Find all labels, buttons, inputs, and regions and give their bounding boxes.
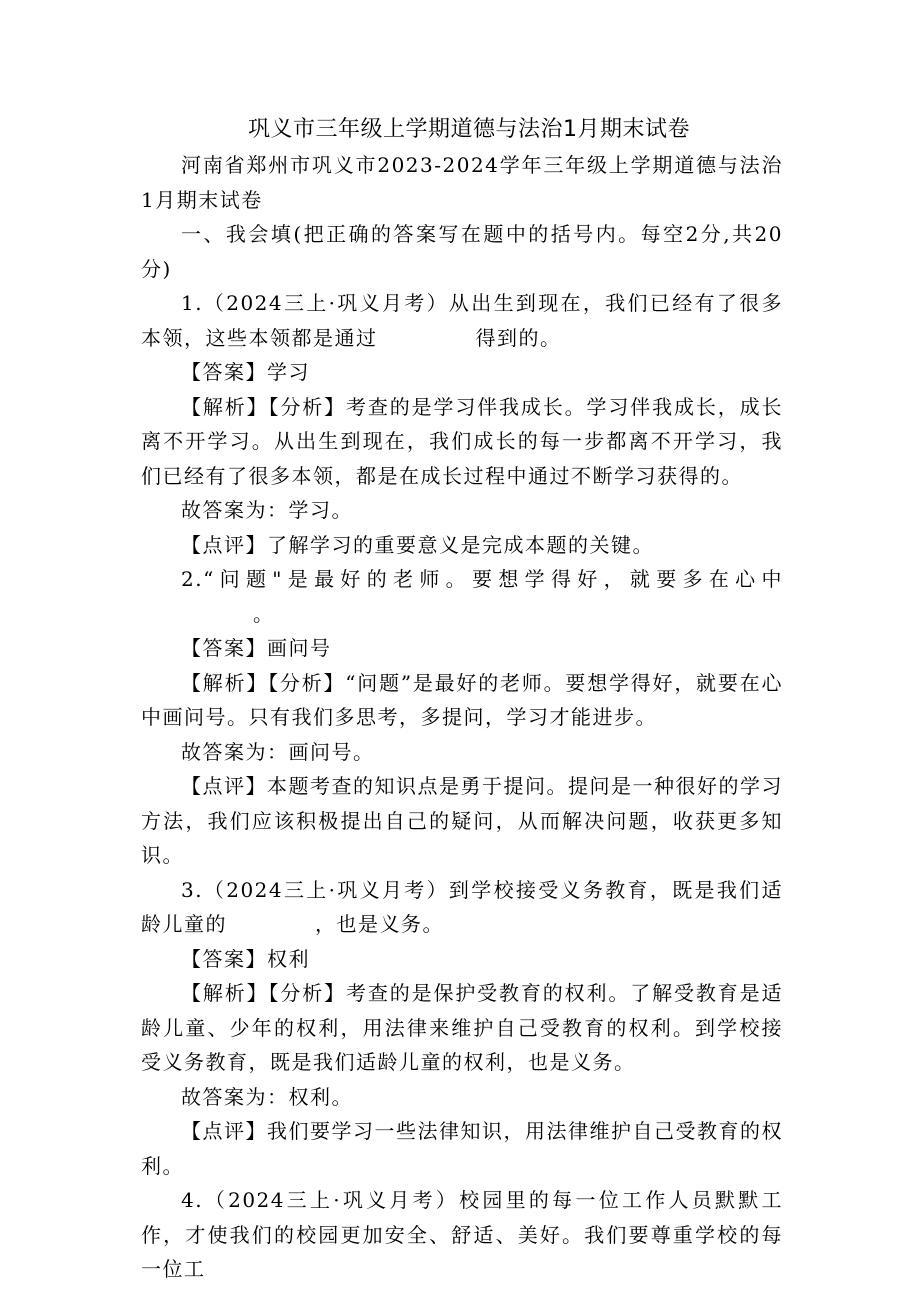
question-3-stem-text: 3.（2024三上·巩义月考）到学校接受义务教育，既是我们适龄儿童的 [141,877,783,936]
question-1-answer: 【答案】学习 [181,360,310,384]
question-2-answer: 【答案】画问号 [181,636,332,660]
question-2-stem [141,562,783,631]
question-1-stem-end: 得到的。 [475,325,562,350]
document-subtitle: 河南省郑州市巩义市2023-2024学年三年级上学期道德与法治1月期末试卷 [141,153,783,212]
section-heading: 一、我会填(把正确的答案写在题中的括号内。每空2分,共20分) [141,222,783,281]
question-3-answer: 【答案】权利 [181,946,310,971]
document-page [141,112,783,1287]
question-1-conclusion: 故答案为：学习。 [181,498,353,522]
question-2-stem-end: 。 [253,601,275,626]
question-1-stem-text: 1.（2024三上·巩义月考）从出生到现在，我们已经有了很多本领，这些本领都是通过 [141,291,783,350]
question-3-comment: 【点评】我们要学习一些法律知识，用法律维护自己受教育的权利。 [141,1119,783,1178]
question-4-stem: 4.（2024三上·巩义月考）校园里的每一位工作人员默默工作，才使我们的校园更加安全、舒适、美好。我们要尊重学校的每一位工 [141,1188,783,1281]
question-2-comment: 【点评】本题考查的知识点是勇于提问。提问是一种很好的学习方法，我们应该积极提出自己的疑问，从而解决问题，收获更多知识。 [141,774,783,867]
question-3-stem-end: ，也是义务。 [315,912,444,936]
question-2-conclusion: 故答案为：画问号。 [181,739,375,764]
page-title: 巩义市三年级上学期道德与法治1月期末试卷 [248,117,690,142]
question-3-analysis: 【解析】【分析】考查的是保护受教育的权利。了解受教育是适龄儿童、少年的权利，用法律来维护自己受教育的权利。到学校接受义务教育，既是我们适龄儿童的权利，也是义务。 [141,981,783,1074]
question-1-comment: 【点评】了解学习的重要意义是完成本题的关键。 [181,532,654,557]
question-3-conclusion: 故答案为：权利。 [181,1084,353,1109]
question-2-analysis: 【解析】【分析】“问题”是最好的老师。要想学得好，就要在心中画问号。只有我们多思考，多提问，学习才能进步。 [141,670,783,729]
question-1-stem [141,286,783,355]
question-1-analysis: 【解析】【分析】考查的是学习伴我成长。学习伴我成长，成长离不开学习。从出生到现在，我们成长的每一步都离不开学习，我们已经有了很多本领，都是在成长过程中通过不断学习获得的。 [141,394,783,488]
question-2-stem-text: 2.“问题"是最好的老师。要想学得好，就要多在心中 [181,567,783,591]
question-3-stem [141,873,783,942]
